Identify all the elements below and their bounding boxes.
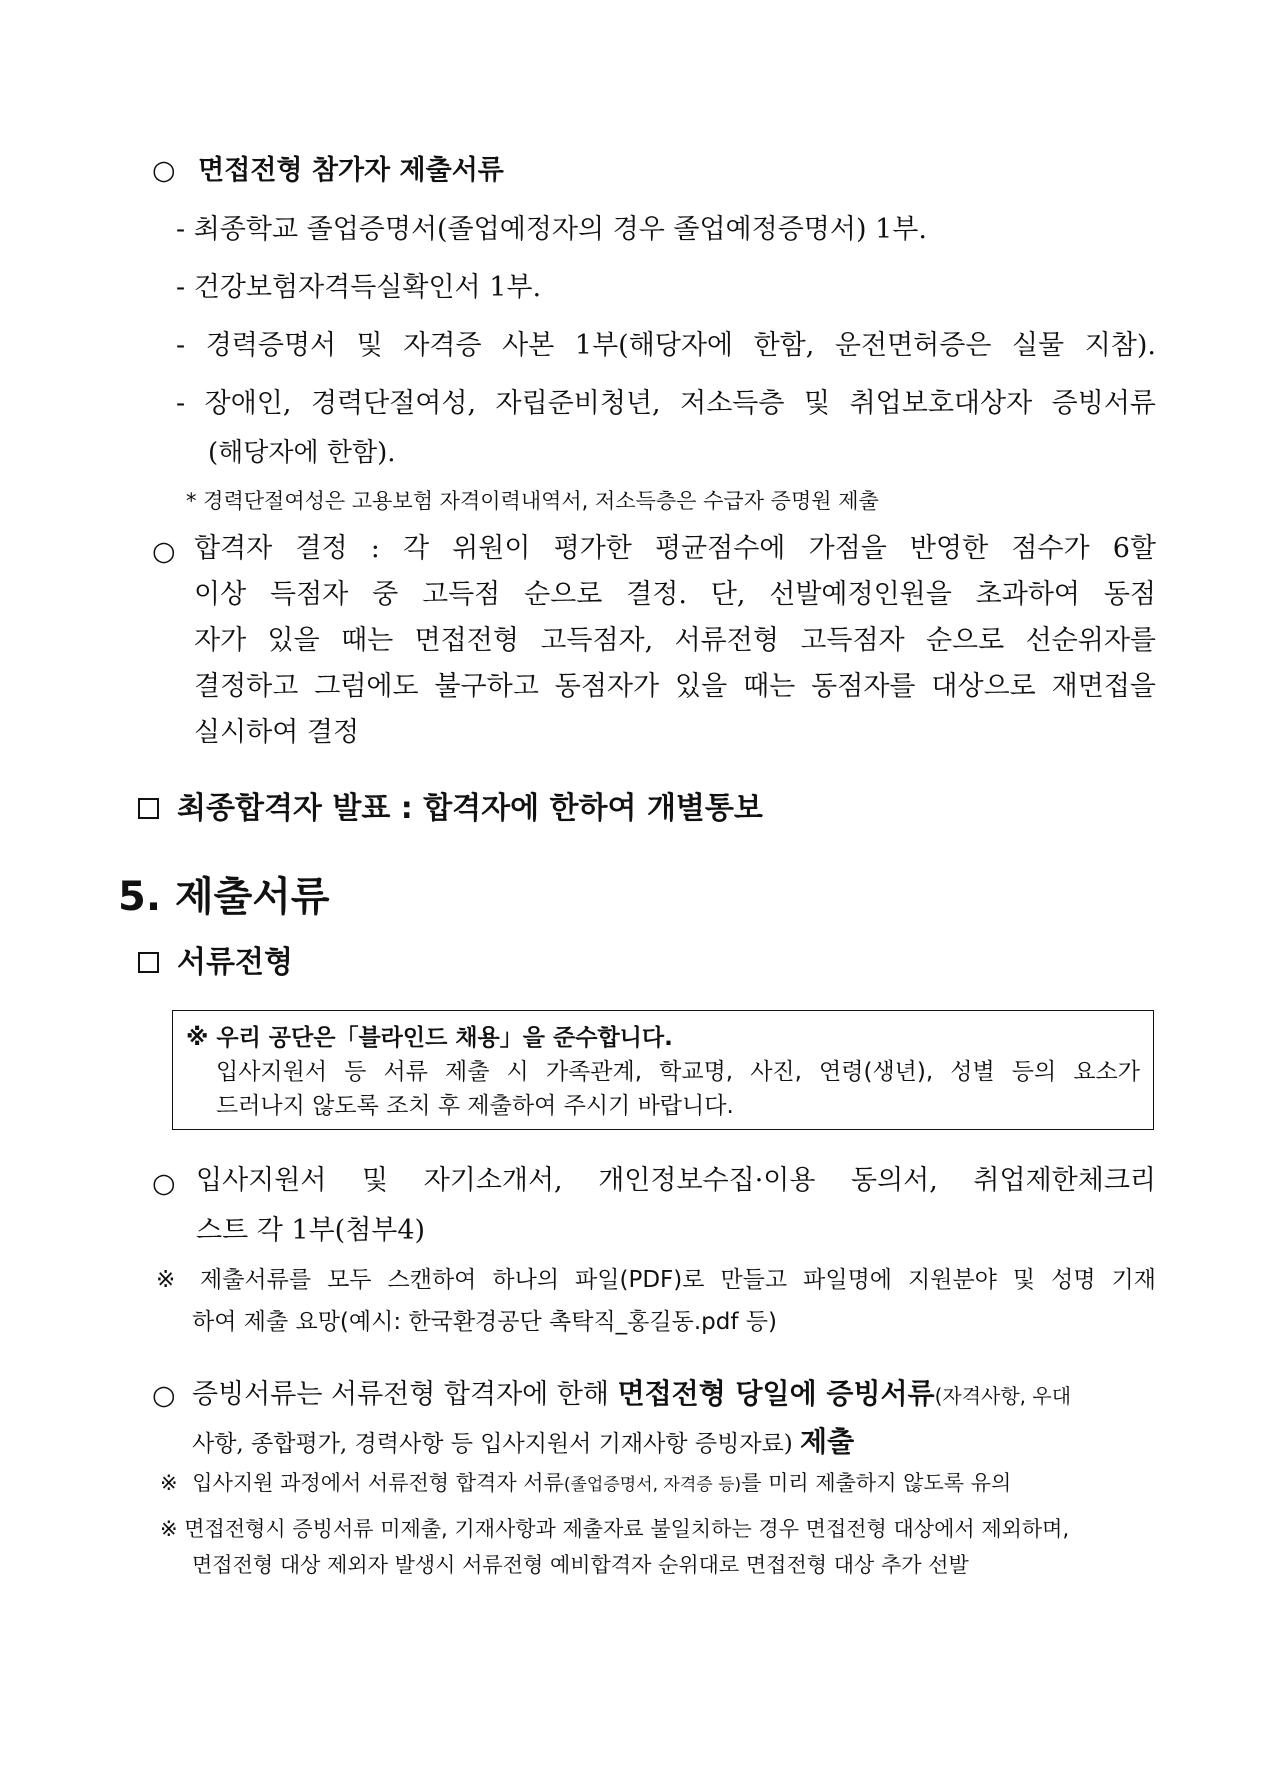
scan-note-line-1: ※ 제출서류를 모두 스캔하여 하나의 파일(PDF)로 만들고 파일명에 지원분야 및 성명 기재	[156, 1267, 1156, 1293]
caution-2-line-2: 면접전형 대상 제외자 발생시 서류전형 예비합격자 순위대로 면접전형 대상 추가 선발	[192, 1553, 969, 1577]
caution-1-b: (졸업증명서, 자격증 등)	[563, 1475, 742, 1495]
section-heading: 5. 제출서류	[118, 874, 330, 920]
evidence-line-1-a: 증빙서류는 서류전형 합격자에 한해	[192, 1379, 618, 1410]
caution-1-a: 입사지원 과정에서 서류전형 합격자 서류	[192, 1471, 564, 1495]
notice-line-2: 입사지원서 등 서류 제출 시 가족관계, 학교명, 사진, 연령(생년), 성별 등의 요소가	[216, 1059, 1140, 1085]
sub-heading	[138, 944, 293, 982]
final-announce-text: 최종합격자 발표 : 합격자에 한하여 개별통보	[177, 791, 763, 826]
interview-doc-item-4: - 장애인, 경력단절여성, 자립준비청년, 저소득층 및 취업보호대상자 증빙서류	[176, 388, 1156, 419]
scan-note-line-2: 하여 제출 요망(예시: 한국환경공단 촉탁직_홍길동.pdf 등)	[192, 1309, 777, 1335]
pass-decision-line-3: 자가 있을 때는 면접전형 고득점자, 서류전형 고득점자 순으로 선순위자를	[194, 625, 1156, 656]
evidence-line-1-c: (자격사항, 우대	[934, 1384, 1072, 1408]
interview-doc-item-1: - 최종학교 졸업증명서(졸업예정자의 경우 졸업예정증명서) 1부.	[176, 214, 927, 245]
pass-decision-line-2: 이상 득점자 중 고득점 순으로 결정. 단, 선발예정인원을 초과하여 동점	[194, 579, 1156, 610]
evidence-line-2-emphasis: 제출	[800, 1425, 855, 1458]
evidence-line-2	[192, 1424, 854, 1459]
interview-docs-title: 면접전형 참가자 제출서류	[198, 155, 504, 186]
pass-decision-line-1: 합격자 결정 : 각 위원이 평가한 평균점수에 가점을 반영한 점수가 6할	[194, 533, 1156, 564]
interview-docs-note: * 경력단절여성은 고용보험 자격이력내역서, 저소득층은 수급자 증명원 제출	[186, 489, 879, 513]
pass-decision-line-4: 결정하고 그럼에도 불구하고 동점자가 있을 때는 동점자를 대상으로 재면접을	[194, 671, 1156, 702]
caution-2-line-1: ※ 면접전형시 증빙서류 미제출, 기재사항과 제출자료 불일치하는 경우 면접전형 대상에서 제외하며,	[160, 1517, 1070, 1541]
reference-mark: ※	[160, 1471, 178, 1495]
sub-heading-text: 서류전형	[177, 945, 293, 980]
evidence-line-1-emphasis: 면접전형 당일에 증빙서류	[617, 1377, 935, 1410]
circle-bullet: ○	[152, 536, 176, 567]
notice-line-3: 드러나지 않도록 조치 후 제출하여 주시기 바랍니다.	[216, 1093, 734, 1119]
interview-doc-item-2: - 건강보험자격득실확인서 1부.	[176, 272, 542, 303]
evidence-line-1	[192, 1376, 1071, 1412]
interview-doc-item-4-cont: (해당자에 한함).	[208, 438, 396, 468]
final-announce-heading	[138, 790, 763, 828]
notice-line-1: ※ 우리 공단은「블라인드 채용」을 준수합니다.	[186, 1025, 673, 1051]
circle-bullet: ○	[152, 1168, 176, 1199]
interview-doc-item-3: - 경력증명서 및 자격증 사본 1부(해당자에 한함, 운전면허증은 실물 지참).	[176, 330, 1156, 361]
interview-docs-header	[152, 154, 504, 188]
circle-bullet: ○	[152, 1380, 176, 1411]
caution-1	[160, 1470, 1011, 1496]
circle-bullet: ○	[152, 155, 176, 186]
application-line-2: 스트 각 1부(첨부4)	[196, 1215, 426, 1246]
pass-decision-line-5: 실시하여 결정	[194, 717, 360, 748]
evidence-line-2-a: 사항, 종합평가, 경력사항 등 입사지원서 기재사항 증빙자료)	[192, 1431, 801, 1457]
caution-1-c: 를 미리 제출하지 않도록 유의	[741, 1471, 1012, 1495]
application-line-1: 입사지원서 및 자기소개서, 개인정보수집·이용 동의서, 취업제한체크리	[196, 1165, 1156, 1196]
checkbox-square-icon	[138, 798, 159, 819]
checkbox-square-icon	[138, 952, 159, 973]
